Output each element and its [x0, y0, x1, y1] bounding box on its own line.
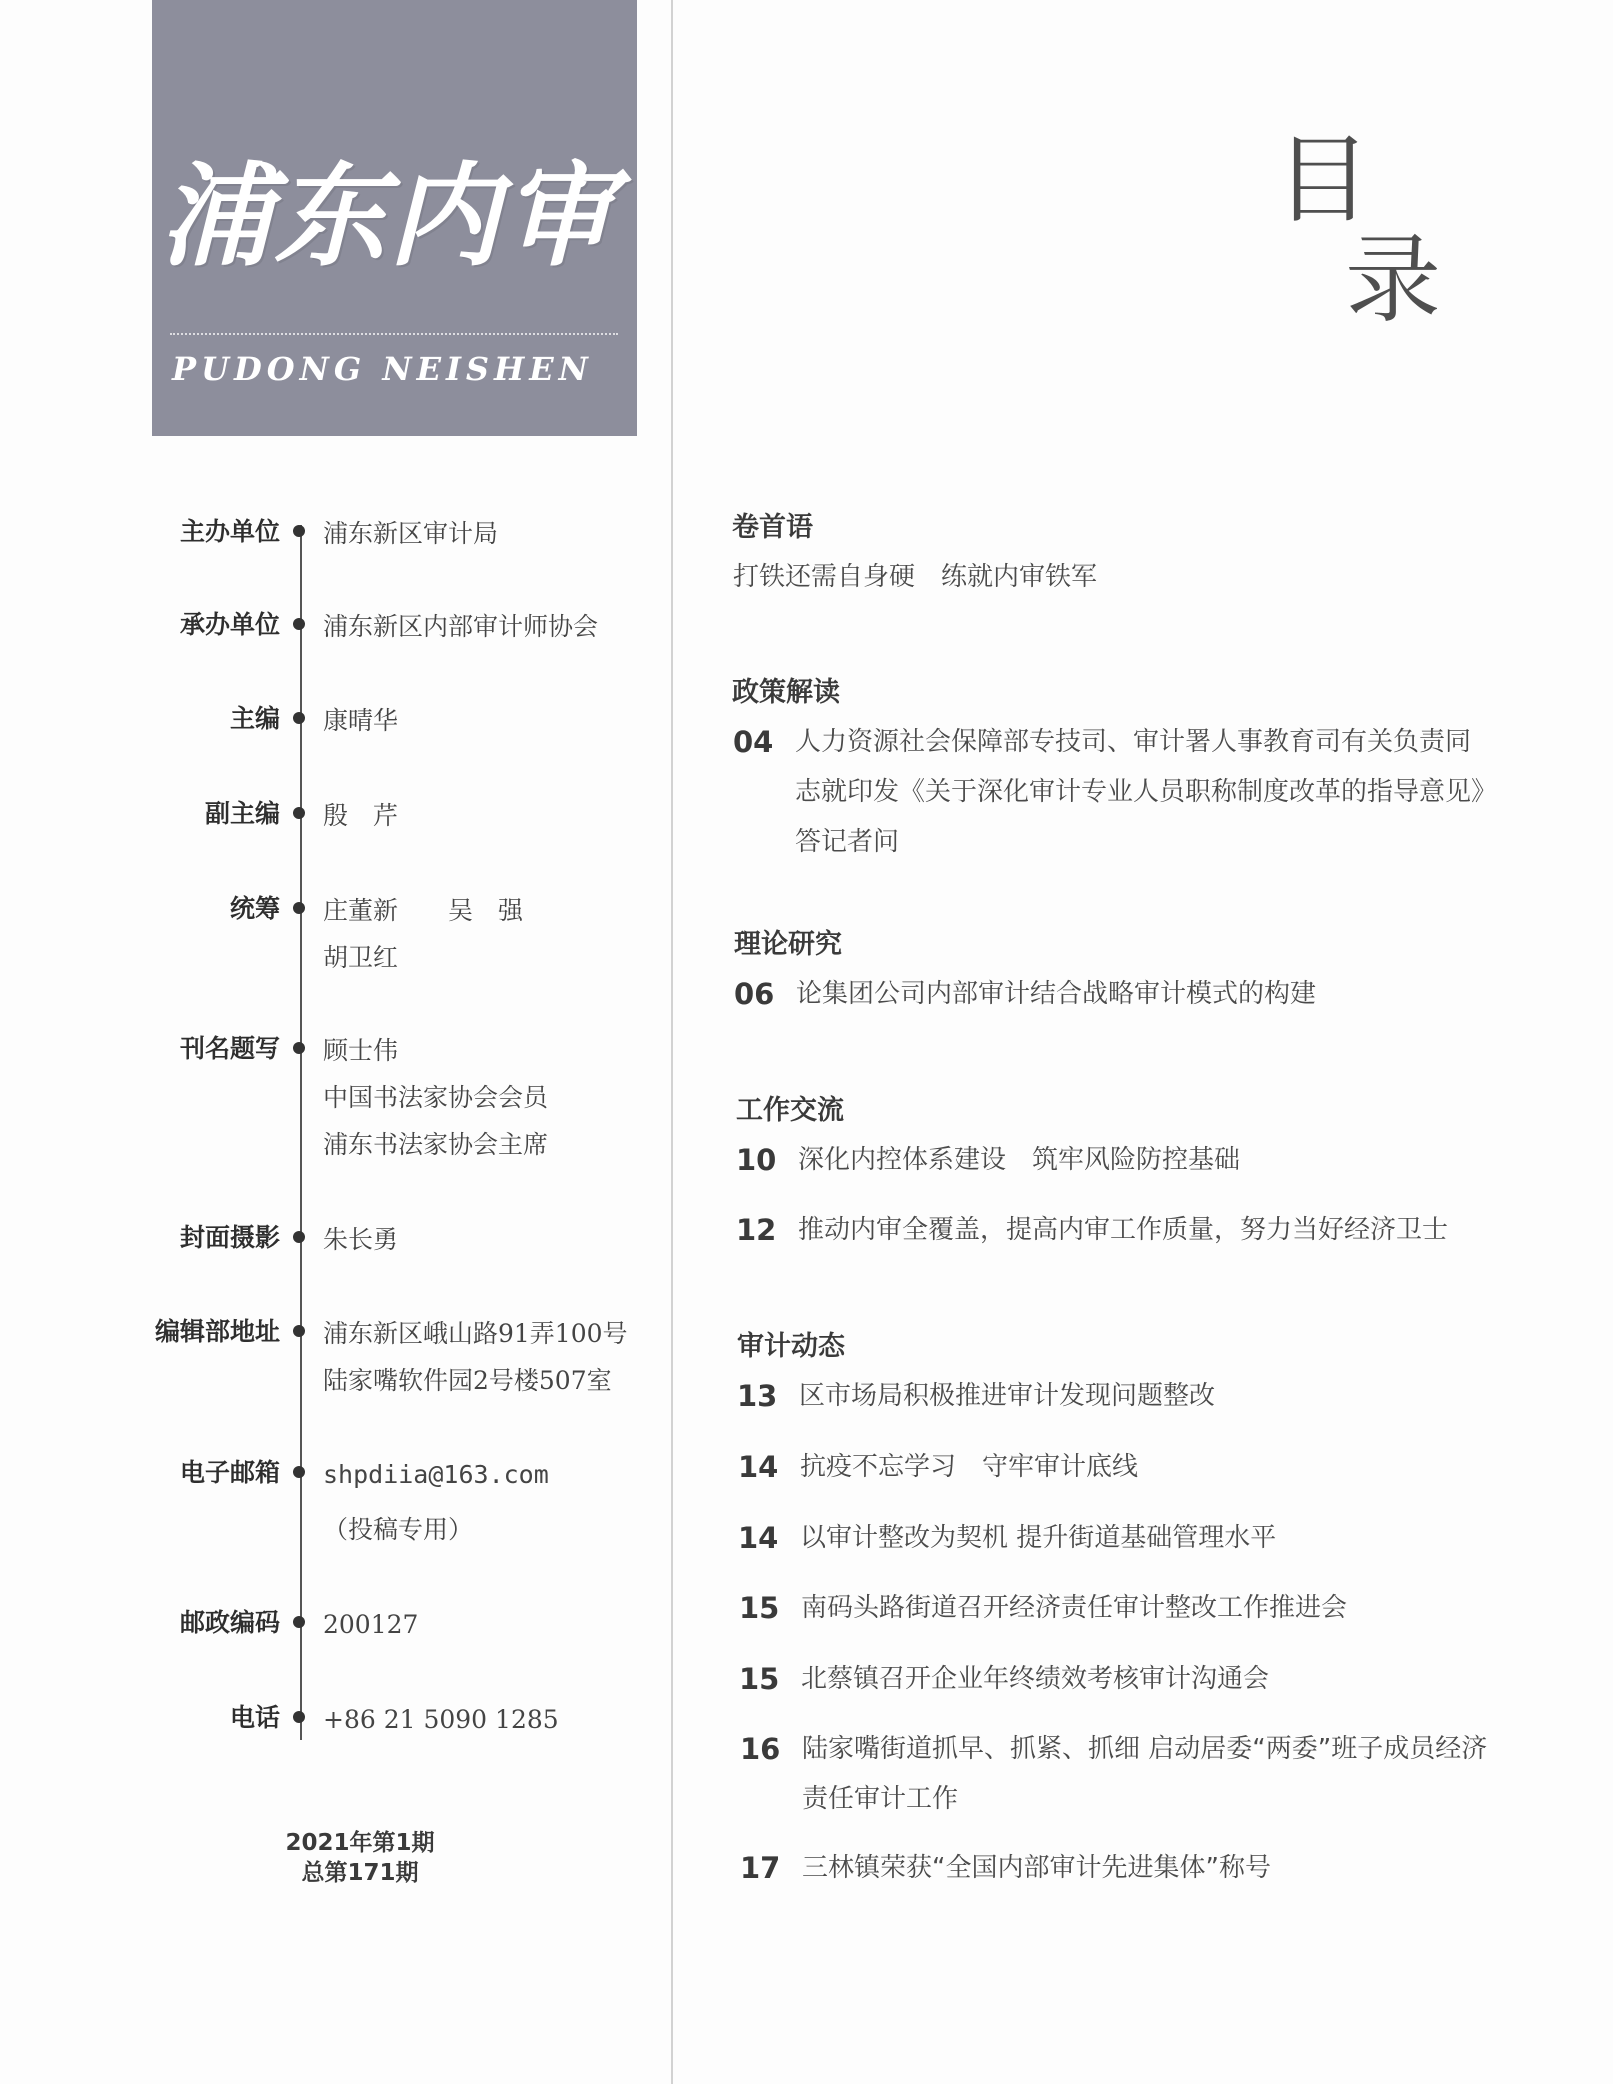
journal-title: 浦东内审	[160, 151, 616, 282]
info-value: 浦东新区峨山路91弄100号	[323, 1319, 628, 1348]
bullet-dot	[293, 1616, 305, 1628]
section-title: 政策解读	[732, 677, 840, 708]
entry-title: 论集团公司内部审计结合战略审计模式的构建	[796, 979, 1317, 1009]
info-value: 胡卫红	[323, 943, 399, 972]
section-title: 理论研究	[734, 929, 842, 960]
info-timeline	[300, 525, 302, 1740]
info-value: 浦东新区内部审计师协会	[323, 612, 599, 641]
entry-title: 人力资源社会保障部专技司、审计署人事教育司有关负责同志就印发《关于深化审计专业人员职称制度改革的指导意见》答记者问	[795, 727, 1485, 857]
bullet-dot	[293, 1231, 305, 1243]
info-value: 朱长勇	[323, 1225, 399, 1254]
info-value: 殷 芹	[323, 801, 399, 830]
entry-page-number: 17	[740, 1851, 781, 1885]
entry-title: 以审计整改为契机 提升街道基础管理水平	[800, 1523, 1277, 1553]
entry-title: 陆家嘴街道抓早、抓紧、抓细 启动居委“两委”班子成员经济责任审计工作	[802, 1734, 1488, 1814]
entry-page-number: 04	[733, 725, 774, 759]
info-label: 承办单位	[179, 610, 280, 639]
info-label: 编辑部地址	[154, 1317, 280, 1346]
info-value: +86 21 5090 1285	[323, 1705, 559, 1734]
bullet-dot	[293, 1466, 305, 1478]
bullet-dot	[293, 902, 305, 914]
info-label: 副主编	[204, 799, 280, 828]
toc-heading	[1275, 124, 1475, 340]
info-label: 封面摄影	[179, 1223, 280, 1252]
info-value: 陆家嘴软件园2号楼507室	[323, 1366, 612, 1395]
info-value: 康晴华	[323, 706, 399, 735]
info-label: 统筹	[229, 894, 280, 923]
info-value: 200127	[323, 1610, 419, 1639]
info-value: 中国书法家协会会员	[323, 1083, 549, 1112]
email-address[interactable]: shpdiia@163.com	[323, 1460, 549, 1489]
entry-title: 三林镇荣获“全国内部审计先进集体”称号	[802, 1853, 1271, 1883]
info-label: 主办单位	[179, 517, 280, 546]
entry-page-number: 13	[737, 1379, 778, 1413]
masthead	[152, 0, 637, 436]
info-value: 浦东新区审计局	[323, 519, 499, 548]
masthead-dotted-rule	[170, 333, 618, 335]
journal-title-english: PUDONG NEISHEN	[172, 350, 593, 388]
toc-heading-char: 目	[1275, 124, 1371, 236]
entry-page-number: 15	[739, 1591, 780, 1625]
entry-title: 推动内审全覆盖，提高内审工作质量，努力当好经济卫士	[798, 1215, 1449, 1245]
entry-title: 北蔡镇召开企业年终绩效考核审计沟通会	[801, 1664, 1270, 1694]
section-title: 审计动态	[737, 1331, 845, 1362]
info-value: 庄董新 吴 强	[323, 896, 524, 925]
toc-heading-char: 录	[1345, 224, 1441, 336]
info-label: 电子邮箱	[179, 1458, 280, 1487]
entry-title: 深化内控体系建设 筑牢风险防控基础	[798, 1145, 1241, 1175]
info-value: 浦东书法家协会主席	[323, 1130, 549, 1159]
bullet-dot	[293, 525, 305, 537]
bullet-dot	[293, 1711, 305, 1723]
section-title: 工作交流	[736, 1095, 844, 1126]
section-title: 卷首语	[732, 512, 813, 543]
info-label: 主编	[229, 704, 280, 733]
issue-total: 总第171期	[301, 1860, 419, 1886]
entry-title: 区市场局积极推进审计发现问题整改	[799, 1381, 1216, 1411]
entry-page-number: 16	[740, 1732, 781, 1766]
page-divider	[671, 0, 673, 2084]
issue-number	[230, 1828, 490, 1888]
entry-page-number: 12	[736, 1213, 777, 1247]
info-label: 刊名题写	[179, 1034, 280, 1063]
entry-page-number: 10	[736, 1143, 777, 1177]
bullet-dot	[293, 712, 305, 724]
bullet-dot	[293, 1325, 305, 1337]
bullet-dot	[293, 618, 305, 630]
issue-year: 2021年第1期	[285, 1830, 435, 1856]
info-label: 电话	[229, 1703, 280, 1732]
entry-title: 抗疫不忘学习 守牢审计底线	[800, 1452, 1139, 1482]
entry-page-number: 14	[738, 1450, 779, 1484]
info-label: 邮政编码	[179, 1608, 280, 1637]
info-value: （投稿专用）	[323, 1515, 474, 1544]
entry-page-number: 06	[734, 977, 775, 1011]
entry-page-number: 14	[738, 1521, 779, 1555]
entry-page-number: 15	[739, 1662, 780, 1696]
info-value: 顾士伟	[323, 1036, 399, 1065]
bullet-dot	[293, 1042, 305, 1054]
bullet-dot	[293, 807, 305, 819]
entry-title: 南码头路街道召开经济责任审计整改工作推进会	[801, 1593, 1348, 1623]
lead-article-link[interactable]: 打铁还需自身硬 练就内审铁军	[733, 562, 1098, 592]
